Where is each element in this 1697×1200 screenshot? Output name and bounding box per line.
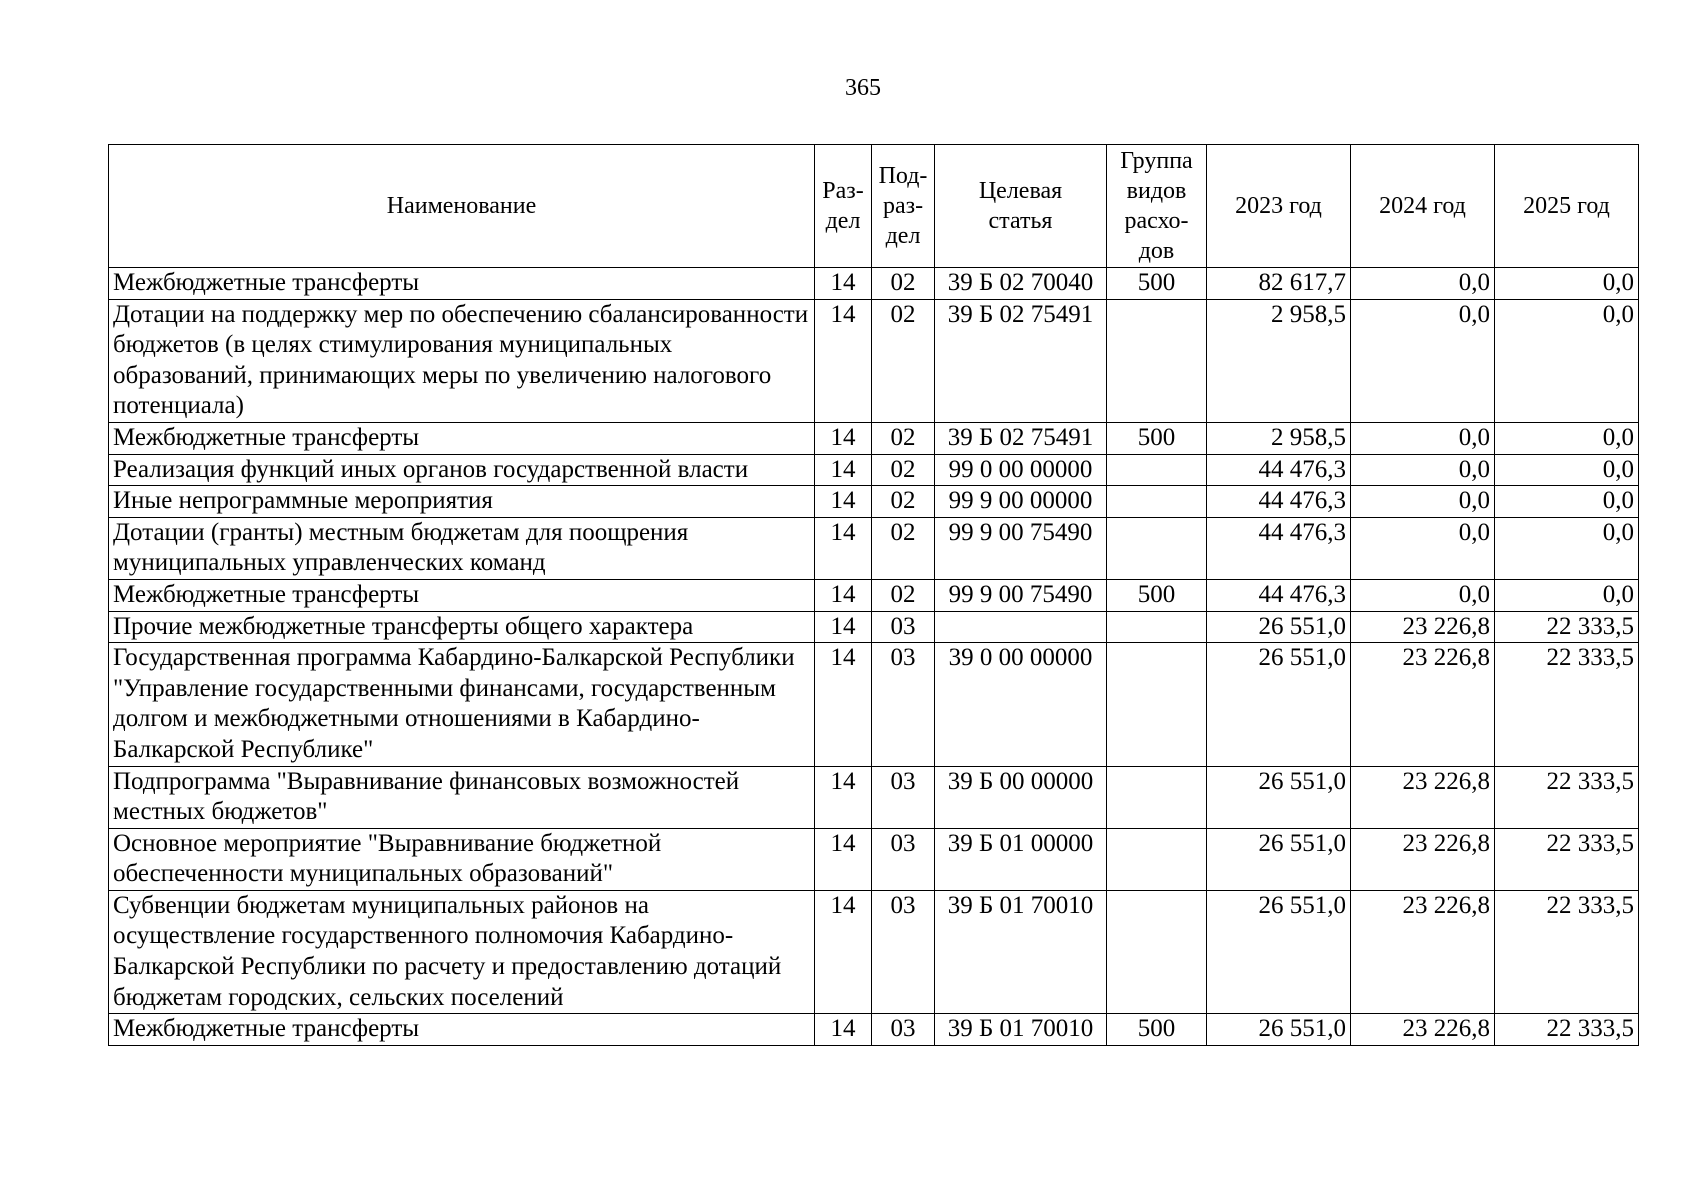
table-row [109, 611, 1639, 643]
cell-name: Межбюджетные трансферты [109, 268, 815, 300]
cell-2023: 44 476,3 [1207, 579, 1351, 611]
cell-podrazdel: 03 [872, 611, 935, 643]
cell-2023: 82 617,7 [1207, 268, 1351, 300]
cell-razdel: 14 [815, 579, 872, 611]
cell-razdel: 14 [815, 517, 872, 579]
cell-tselevaya-statya: 99 9 00 75490 [935, 517, 1107, 579]
cell-podrazdel: 02 [872, 268, 935, 300]
cell-tselevaya-statya: 39 Б 02 70040 [935, 268, 1107, 300]
cell-razdel: 14 [815, 454, 872, 486]
budget-table [108, 144, 1639, 1046]
cell-2023: 26 551,0 [1207, 1014, 1351, 1046]
header-gruppa-vidov-raskhodov [1107, 145, 1207, 268]
cell-2023: 2 958,5 [1207, 422, 1351, 454]
cell-2025: 0,0 [1495, 486, 1639, 518]
cell-podrazdel: 02 [872, 454, 935, 486]
cell-2025: 22 333,5 [1495, 1014, 1639, 1046]
cell-name: Межбюджетные трансферты [109, 579, 815, 611]
cell-2025: 0,0 [1495, 454, 1639, 486]
cell-name: Дотации на поддержку мер по обеспечению сбалансированности бюджетов (в целях стимулирования муниципальных образований, принимающих меры по увеличению налогового потенциала) [109, 299, 815, 422]
cell-gruppa [1107, 517, 1207, 579]
cell-razdel: 14 [815, 299, 872, 422]
header-2024-label: 2024 год [1379, 193, 1466, 219]
header-tselevaya-label: Целевая статья [978, 178, 1063, 234]
cell-podrazdel: 03 [872, 643, 935, 766]
cell-name: Межбюджетные трансферты [109, 422, 815, 454]
cell-2025: 0,0 [1495, 579, 1639, 611]
cell-gruppa: 500 [1107, 268, 1207, 300]
cell-2024: 23 226,8 [1351, 643, 1495, 766]
cell-2023: 26 551,0 [1207, 766, 1351, 828]
cell-name: Иные непрограммные мероприятия [109, 486, 815, 518]
cell-2025: 22 333,5 [1495, 766, 1639, 828]
cell-gruppa [1107, 486, 1207, 518]
cell-2023: 2 958,5 [1207, 299, 1351, 422]
cell-razdel: 14 [815, 422, 872, 454]
cell-tselevaya-statya: 99 0 00 00000 [935, 454, 1107, 486]
cell-tselevaya-statya: 39 Б 02 75491 [935, 299, 1107, 422]
cell-name: Прочие межбюджетные трансферты общего характера [109, 611, 815, 643]
table-row [109, 268, 1639, 300]
cell-tselevaya-statya: 39 Б 01 70010 [935, 890, 1107, 1013]
cell-2024: 23 226,8 [1351, 890, 1495, 1013]
table-row [109, 422, 1639, 454]
header-name [109, 145, 815, 268]
cell-podrazdel: 02 [872, 422, 935, 454]
header-name-label: Наименование [386, 193, 537, 219]
cell-2024: 23 226,8 [1351, 611, 1495, 643]
table-row [109, 486, 1639, 518]
table-row [109, 890, 1639, 1013]
cell-gruppa: 500 [1107, 579, 1207, 611]
cell-2025: 0,0 [1495, 268, 1639, 300]
cell-tselevaya-statya: 39 Б 00 00000 [935, 766, 1107, 828]
cell-razdel: 14 [815, 611, 872, 643]
cell-name: Межбюджетные трансферты [109, 1014, 815, 1046]
cell-gruppa [1107, 454, 1207, 486]
cell-podrazdel: 03 [872, 890, 935, 1013]
cell-2023: 26 551,0 [1207, 611, 1351, 643]
cell-2024: 23 226,8 [1351, 1014, 1495, 1046]
table-row [109, 766, 1639, 828]
cell-razdel: 14 [815, 1014, 872, 1046]
cell-podrazdel: 03 [872, 766, 935, 828]
cell-tselevaya-statya: 39 Б 01 00000 [935, 828, 1107, 890]
cell-name: Подпрограмма "Выравнивание финансовых возможностей местных бюджетов" [109, 766, 815, 828]
table-row [109, 517, 1639, 579]
cell-2024: 23 226,8 [1351, 766, 1495, 828]
table-row [109, 454, 1639, 486]
cell-gruppa: 500 [1107, 422, 1207, 454]
cell-2024: 0,0 [1351, 299, 1495, 422]
table-row [109, 1014, 1639, 1046]
table-row [109, 643, 1639, 766]
cell-tselevaya-statya: 99 9 00 00000 [935, 486, 1107, 518]
cell-name: Дотации (гранты) местным бюджетам для поощрения муниципальных управленческих команд [109, 517, 815, 579]
cell-podrazdel: 02 [872, 299, 935, 422]
cell-2025: 22 333,5 [1495, 611, 1639, 643]
table-row [109, 299, 1639, 422]
cell-2023: 26 551,0 [1207, 828, 1351, 890]
cell-2024: 0,0 [1351, 422, 1495, 454]
cell-razdel: 14 [815, 486, 872, 518]
cell-podrazdel: 02 [872, 579, 935, 611]
cell-tselevaya-statya: 39 Б 02 75491 [935, 422, 1107, 454]
cell-2023: 26 551,0 [1207, 890, 1351, 1013]
header-2024 [1351, 145, 1495, 268]
cell-tselevaya-statya: 39 0 00 00000 [935, 643, 1107, 766]
header-podrazdel-label: Под- раз- дел [878, 163, 928, 249]
header-2023-label: 2023 год [1235, 193, 1322, 219]
cell-2023: 44 476,3 [1207, 454, 1351, 486]
cell-gruppa [1107, 299, 1207, 422]
cell-2024: 23 226,8 [1351, 828, 1495, 890]
cell-2025: 0,0 [1495, 422, 1639, 454]
cell-2025: 22 333,5 [1495, 828, 1639, 890]
cell-2024: 0,0 [1351, 268, 1495, 300]
table-header [109, 145, 1639, 268]
cell-gruppa [1107, 611, 1207, 643]
cell-name: Основное мероприятие "Выравнивание бюджетной обеспеченности муниципальных образований" [109, 828, 815, 890]
cell-gruppa [1107, 643, 1207, 766]
cell-2025: 22 333,5 [1495, 890, 1639, 1013]
cell-gruppa: 500 [1107, 1014, 1207, 1046]
cell-tselevaya-statya: 99 9 00 75490 [935, 579, 1107, 611]
cell-podrazdel: 03 [872, 1014, 935, 1046]
cell-podrazdel: 03 [872, 828, 935, 890]
cell-tselevaya-statya [935, 611, 1107, 643]
cell-podrazdel: 02 [872, 486, 935, 518]
cell-2024: 0,0 [1351, 454, 1495, 486]
header-razdel-label: Раз- дел [822, 178, 864, 234]
cell-name: Государственная программа Кабардино-Балкарской Республики "Управление государственными финансами, государственным долгом и межбюджетными отношениями в Кабардино-Балкарской Республике" [109, 643, 815, 766]
cell-gruppa [1107, 766, 1207, 828]
cell-2024: 0,0 [1351, 517, 1495, 579]
cell-2023: 26 551,0 [1207, 643, 1351, 766]
cell-gruppa [1107, 828, 1207, 890]
table-body [109, 268, 1639, 1046]
cell-razdel: 14 [815, 643, 872, 766]
cell-2024: 0,0 [1351, 486, 1495, 518]
cell-2023: 44 476,3 [1207, 517, 1351, 579]
cell-name: Субвенции бюджетам муниципальных районов на осуществление государственного полномочия Кабардино-Балкарской Республики по расчету и предоставлению дотаций бюджетам городских, сельских поселений [109, 890, 815, 1013]
cell-2025: 0,0 [1495, 517, 1639, 579]
page-number: 365 [845, 75, 881, 101]
header-podrazdel [872, 145, 935, 268]
header-razdel [815, 145, 872, 268]
cell-razdel: 14 [815, 828, 872, 890]
header-tselevaya-statya [935, 145, 1107, 268]
cell-razdel: 14 [815, 766, 872, 828]
cell-2025: 0,0 [1495, 299, 1639, 422]
cell-podrazdel: 02 [872, 517, 935, 579]
cell-2023: 44 476,3 [1207, 486, 1351, 518]
header-2025 [1495, 145, 1639, 268]
cell-razdel: 14 [815, 268, 872, 300]
header-gruppa-label: Группа видов расхо- дов [1120, 148, 1193, 264]
cell-gruppa [1107, 890, 1207, 1013]
cell-2024: 0,0 [1351, 579, 1495, 611]
cell-2025: 22 333,5 [1495, 643, 1639, 766]
table-row [109, 828, 1639, 890]
header-row [109, 145, 1639, 268]
cell-name: Реализация функций иных органов государственной власти [109, 454, 815, 486]
cell-razdel: 14 [815, 890, 872, 1013]
header-2023 [1207, 145, 1351, 268]
cell-tselevaya-statya: 39 Б 01 70010 [935, 1014, 1107, 1046]
header-2025-label: 2025 год [1523, 193, 1610, 219]
table-row [109, 579, 1639, 611]
